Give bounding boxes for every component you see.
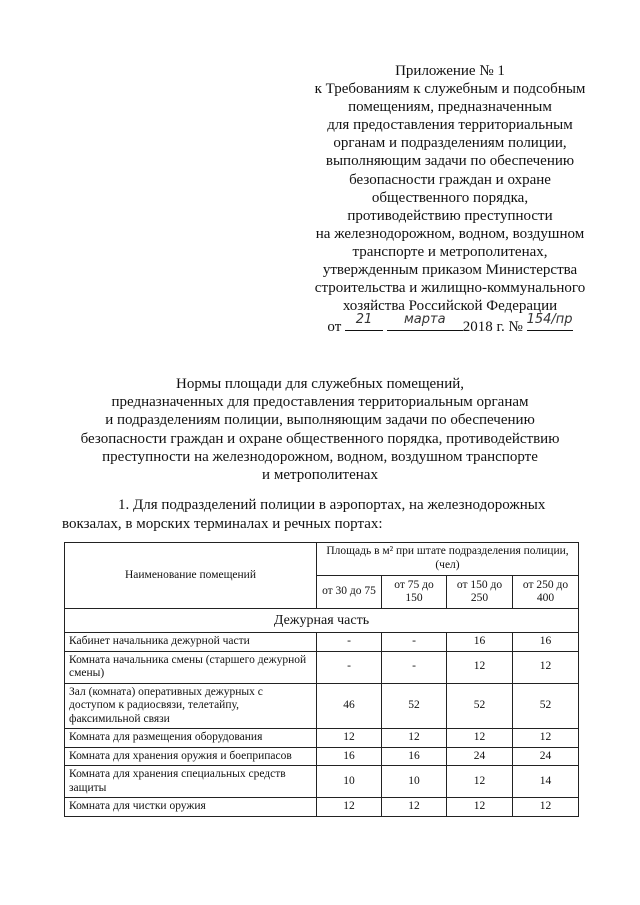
area-cell: 10: [382, 766, 447, 798]
area-cell: 16: [317, 747, 382, 766]
title-line: Нормы площади для служебных помещений,: [175, 376, 464, 392]
area-cell: 12: [447, 651, 513, 683]
appendix-line: помещениям, предназначенным: [348, 99, 552, 116]
appendix-line: безопасности граждан и охране: [349, 171, 551, 188]
title-line: и подразделениям полиции, выполняющим задачи по обеспечению: [105, 412, 535, 429]
room-name: Комната начальника смены (старшего дежурной смены): [65, 651, 317, 683]
appendix-line: для предоставления территориальным: [327, 117, 573, 134]
room-name: Комната для размещения оборудования: [65, 729, 317, 748]
area-cell: -: [382, 633, 447, 652]
appendix-line: общественного порядка,: [371, 189, 529, 206]
date-prefix: от: [327, 319, 342, 336]
column-header: от 30 до 75: [317, 576, 382, 609]
area-cell: 52: [513, 683, 579, 729]
group-row: [65, 609, 579, 633]
area-cell: -: [317, 651, 382, 683]
appendix-line: выполняющим задачи по обеспечению: [325, 153, 575, 170]
header-area: Площадь в м² при штате подразделения полиции, (чел): [317, 543, 579, 576]
title-line: преступности на железнодорожном, водном, воздушном транспорте: [102, 448, 538, 465]
table-row: [65, 747, 579, 766]
column-header: от 250 до 400: [513, 576, 579, 609]
table-row: [65, 651, 579, 683]
appendix-line: на железнодорожном, водном, воздушном: [315, 225, 585, 242]
order-date-line: [290, 312, 610, 336]
area-cell: 24: [513, 747, 579, 766]
table-row: [65, 798, 579, 817]
area-cell: 52: [382, 683, 447, 729]
title-line: и метрополитенах: [262, 467, 378, 484]
area-cell: 16: [513, 633, 579, 652]
room-name: Зал (комната) оперативных дежурных с доступом к радиосвязи, телетайпу, факсимильной связи: [65, 683, 317, 729]
column-header: от 150 до 250: [447, 576, 513, 609]
document-title: [70, 375, 570, 484]
title-line: безопасности граждан и охране общественного порядка, противодействию: [80, 430, 560, 447]
room-name: Комната для хранения оружия и боеприпасов: [65, 747, 317, 766]
area-cell: 12: [317, 729, 382, 748]
room-name: Комната для чистки оружия: [65, 798, 317, 817]
area-cell: 12: [317, 798, 382, 817]
area-cell: 12: [447, 729, 513, 748]
date-day-field: [345, 312, 383, 331]
appendix-line: утвержденным приказом Министерства: [322, 262, 578, 279]
appendix-line: Приложение № 1: [395, 63, 505, 79]
date-year: 2018 г. №: [462, 319, 523, 336]
date-month-field: [387, 312, 463, 331]
section-line: вокзалах, в морских терминалах и речных портах:: [62, 516, 383, 532]
area-cell: 10: [317, 766, 382, 798]
area-cell: 46: [317, 683, 382, 729]
area-cell: -: [382, 651, 447, 683]
appendix-line: транспорте и метрополитенах,: [352, 243, 548, 260]
area-cell: 12: [447, 798, 513, 817]
table-row: [65, 633, 579, 652]
area-cell: 12: [513, 729, 579, 748]
table-row: [65, 729, 579, 748]
area-cell: 12: [382, 729, 447, 748]
table-header-row: [65, 543, 579, 576]
area-cell: 12: [513, 798, 579, 817]
area-cell: 24: [447, 747, 513, 766]
area-cell: 52: [447, 683, 513, 729]
doc-number-handwritten: 154/пр: [526, 312, 573, 328]
appendix-line: органам и подразделениям полиции,: [333, 135, 567, 152]
area-cell: 16: [382, 747, 447, 766]
appendix-line: противодействию преступности: [347, 207, 553, 224]
area-cell: 14: [513, 766, 579, 798]
appendix-line: строительства и жилищно-коммунального: [314, 280, 586, 297]
appendix-block: [290, 62, 610, 336]
section-line: 1. Для подразделений полиции в аэропортах, на железнодорожных: [118, 497, 546, 513]
section-intro: [62, 496, 582, 534]
area-cell: -: [317, 633, 382, 652]
area-cell: 12: [447, 766, 513, 798]
column-header: от 75 до 150: [382, 576, 447, 609]
area-cell: 12: [382, 798, 447, 817]
norms-table: [64, 542, 579, 817]
table-row: [65, 766, 579, 798]
doc-number-field: [526, 312, 573, 331]
header-room-name: Наименование помещений: [65, 543, 317, 609]
room-name: Комната для хранения специальных средств защиты: [65, 766, 317, 798]
date-day-handwritten: 21: [355, 312, 373, 328]
appendix-line: к Требованиям к служебным и подсобным: [314, 81, 586, 98]
area-cell: 16: [447, 633, 513, 652]
date-month-handwritten: марта: [403, 312, 446, 328]
area-cell: 12: [513, 651, 579, 683]
group-title: Дежурная часть: [65, 609, 579, 633]
table-row: [65, 683, 579, 729]
room-name: Кабинет начальника дежурной части: [65, 633, 317, 652]
title-line: предназначенных для предоставления территориальным органам: [111, 394, 529, 411]
appendix-line: хозяйства Российской Федерации: [342, 298, 558, 315]
